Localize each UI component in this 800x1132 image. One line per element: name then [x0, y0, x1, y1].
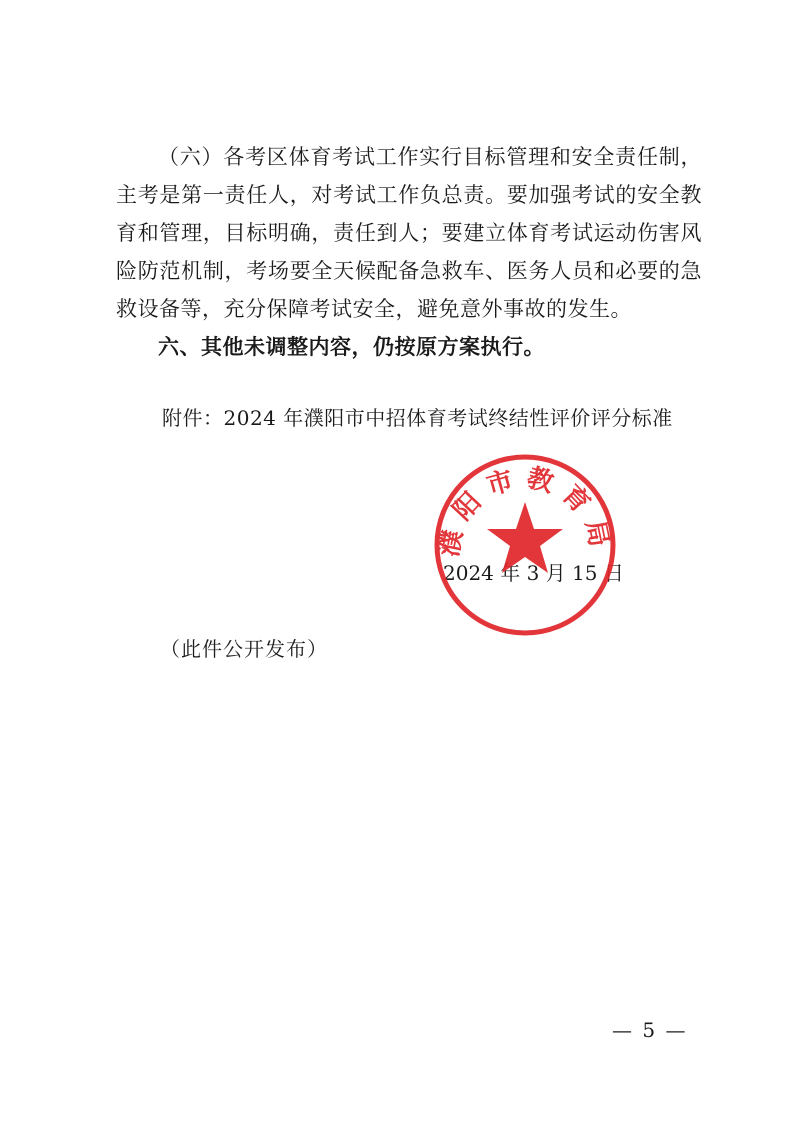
heading-section-six: 六、其他未调整内容，仍按原方案执行。 [158, 335, 545, 359]
page-number: — 5 — [612, 1018, 688, 1042]
official-seal-stamp [430, 450, 620, 640]
seal-text: 濮阳市教育局 [434, 462, 616, 560]
attachment-line: 附件：2024 年濮阳市中招体育考试终结性评价评分标准 [162, 406, 673, 430]
paragraph-section-6: （六）各考区体育考试工作实行目标管理和安全责任制，主考是第一责任人，对考试工作负总责。要加强考试的安全教育和管理，目标明确，责任到人；要建立体育考试运动伤害风险防范机制，考场要全天候配备急救车、医务人员和必要的急救设备等，充分保障考试安全，避免意外事故的发生。 [116, 145, 702, 321]
seal-star-icon [487, 502, 563, 573]
document-date: 2024 年 3 月 15 日 [443, 561, 624, 585]
publish-note: （此件公开发布） [160, 637, 328, 661]
